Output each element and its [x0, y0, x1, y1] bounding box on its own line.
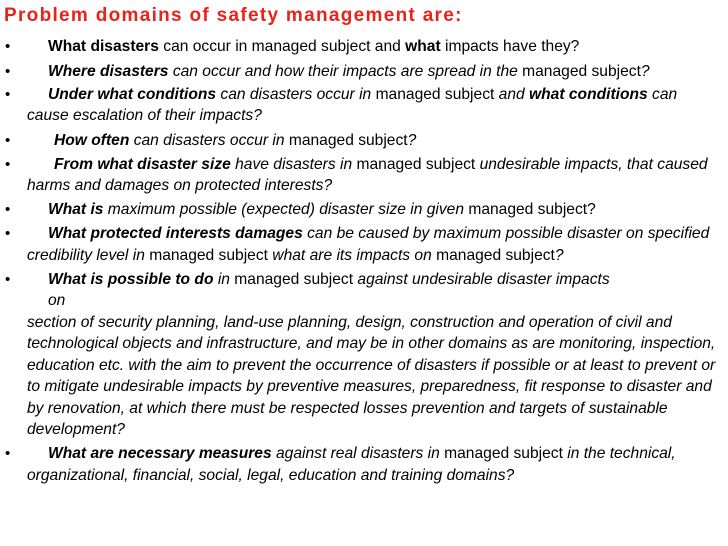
- list-item: • What are necessary measures against real disasters in managed subject in the technical, organizational, financial, social, legal, education and training domains?: [5, 445, 676, 484]
- bullet-icon: •: [5, 38, 11, 55]
- list-item: • What disasters can occur in managed subject and what impacts have they?: [0, 36, 728, 57]
- item-lead: What is: [48, 200, 104, 218]
- list-item: • Where disasters can occur and how their impacts are spread in the managed subject?: [0, 61, 728, 82]
- bullet-icon: •: [5, 156, 11, 174]
- list-item: • What is maximum possible (expected) disaster size in given managed subject?: [0, 199, 728, 220]
- bullet-icon: •: [5, 200, 11, 218]
- item-lead: How often: [54, 131, 130, 149]
- bullet-icon: •: [5, 271, 11, 289]
- bullet-icon: •: [5, 131, 11, 149]
- item-lead: What disasters: [48, 38, 159, 55]
- list-item: • How often can disasters occur in managed subject?: [0, 130, 728, 151]
- bullet-icon: •: [5, 85, 11, 103]
- list-item: • What protected interests damages can be caused by maximum possible disaster on specified credibility level in managed subject what are its impacts on managed subject?: [5, 225, 710, 264]
- bullet-icon: •: [5, 445, 11, 463]
- item-lead: What are necessary measures: [48, 445, 272, 463]
- slide-title: Problem domains of safety management are:: [4, 5, 463, 26]
- item-lead: From what disaster size: [54, 156, 231, 174]
- list-item: • From what disaster size have disasters in managed subject undesirable impacts, that caused harms and damages on protected interests?: [5, 156, 708, 195]
- list-item: • What is possible to do in managed subject against undesirable disaster impacts on section of security planning, land-use planning, design, construction and operation of civil and technological objects and infrastructure, and may be in other domains as are monitoring, inspection, education etc. with the aim to prevent the occurrence of disasters if possible or at least to prevent or to mitigate undesirable impacts by preventive measures, preparedness, fit response to disaster and by renovation, at which there must be respected losses prevention and targets of sustainable development?: [5, 271, 716, 438]
- item-lead: Under what conditions: [48, 85, 217, 103]
- bullet-icon: •: [5, 225, 11, 243]
- item-lead: What protected interests damages: [48, 225, 303, 243]
- bullet-icon: •: [5, 63, 11, 81]
- item-lead: Where disasters: [48, 63, 169, 81]
- bullet-list: [0, 36, 728, 488]
- list-item: • Under what conditions can disasters occur in managed subject and what conditions can cause escalation of their impacts?: [5, 85, 678, 125]
- item-lead: What is possible to do: [48, 271, 214, 289]
